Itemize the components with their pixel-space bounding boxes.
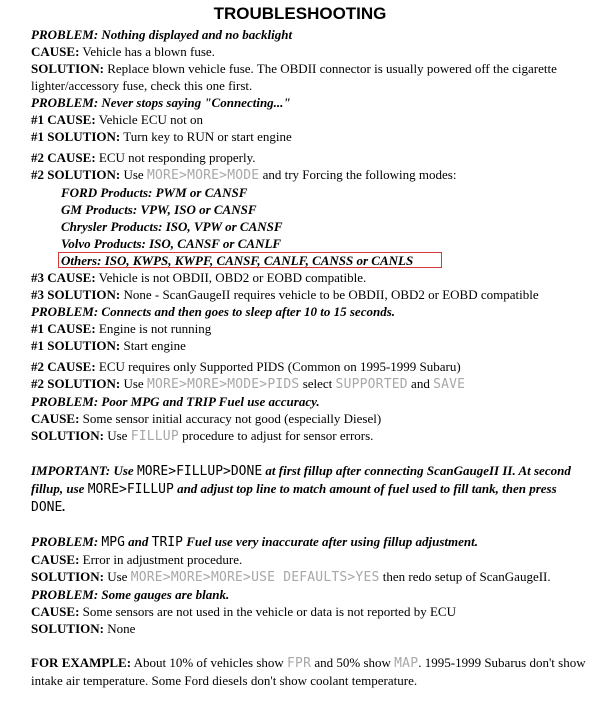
cause-line — [31, 603, 591, 620]
highlight-box — [58, 252, 442, 268]
lcd-command: FILLUP — [130, 429, 179, 444]
solution-text: and — [407, 376, 434, 391]
cause-text: ECU requires only Supported PIDS (Common on 1995-1999 Subaru) — [95, 359, 461, 374]
lcd-command: MORE>MORE>MODE — [146, 168, 260, 183]
solution-label: #1 SOLUTION: — [31, 129, 121, 144]
mode-item: GM Products: VPW, ISO or CANSF — [61, 202, 257, 217]
problem-text: Fuel use very inaccurate after using fillup adjustment. — [182, 534, 478, 549]
problem-label: PROBLEM: — [31, 95, 99, 110]
cause-label: #1 CAUSE: — [31, 321, 96, 336]
solution-text: None - ScanGaugeII requires vehicle to be OBDII, OBD2 or EOBD compatible — [120, 287, 539, 302]
solution-label: SOLUTION: — [31, 61, 104, 76]
example-text: . 1995-1999 Subarus don't show intake air temperature. Some Ford diesels don't show coolant temperature. — [31, 655, 586, 688]
cause-line — [31, 111, 591, 128]
example-text: and 50% show — [311, 655, 395, 670]
solution-text: None — [103, 621, 136, 636]
solution-text: Use — [120, 376, 147, 391]
cause-line — [31, 43, 591, 60]
cause-text: ECU not responding properly. — [95, 150, 256, 165]
cause-line — [31, 551, 591, 568]
mode-item: Volvo Products: ISO, CANSF or CANLF — [61, 236, 282, 251]
mode-item: Chrysler Products: ISO, VPW or CANSF — [61, 219, 283, 234]
problem-line — [31, 303, 591, 320]
solution-text: Replace blown vehicle fuse. The OBDII connector is usually powered off the cigarette lighter/accessory fuse, check this one first. — [31, 61, 557, 93]
lcd-command: MPG — [101, 535, 125, 550]
cause-label: #2 CAUSE: — [31, 359, 96, 374]
example-note — [31, 654, 591, 689]
cause-text: Error in adjustment procedure. — [79, 552, 243, 567]
solution-text: Use — [103, 428, 131, 443]
lcd-command: MORE>FILLUP — [87, 482, 174, 497]
cause-text: Vehicle ECU not on — [95, 112, 204, 127]
cause-label: #2 CAUSE: — [31, 150, 96, 165]
problem-line — [31, 26, 591, 43]
cause-text: Vehicle has a blown fuse. — [79, 44, 215, 59]
important-text: : Use — [105, 463, 137, 478]
solution-label: #2 SOLUTION: — [31, 376, 121, 391]
cause-label: #1 CAUSE: — [31, 112, 96, 127]
solution-line — [31, 128, 591, 145]
lcd-command: SUPPORTED — [335, 377, 408, 392]
solution-text: Turn key to RUN or start engine — [120, 129, 292, 144]
solution-line — [31, 375, 591, 393]
solution-text: Start engine — [120, 338, 186, 353]
troubleshooting-document — [31, 4, 591, 689]
problem-text: and — [124, 534, 152, 549]
solution-label: SOLUTION: — [31, 569, 104, 584]
cause-label: CAUSE: — [31, 604, 80, 619]
important-text: and adjust top line to match amount of fuel used to fill tank, then press — [173, 481, 557, 496]
cause-label: CAUSE: — [31, 411, 80, 426]
cause-line — [31, 269, 591, 286]
important-note — [31, 462, 591, 516]
solution-label: #2 SOLUTION: — [31, 167, 121, 182]
solution-text: Use — [103, 569, 131, 584]
important-text: at first fillup after connecting ScanGaugeII II. At second fillup, use — [31, 463, 571, 496]
cause-label: CAUSE: — [31, 552, 80, 567]
cause-line — [31, 410, 591, 427]
problem-text: Poor MPG and TRIP Fuel use accuracy. — [98, 394, 320, 409]
solution-label: #3 SOLUTION: — [31, 287, 121, 302]
solution-line — [31, 620, 591, 637]
important-label: IMPORTANT — [31, 463, 106, 478]
cause-text: Some sensor initial accuracy not good (especially Diesel) — [79, 411, 382, 426]
problem-text: Some gauges are blank. — [98, 587, 230, 602]
problem-text: Never stops saying "Connecting..." — [98, 95, 291, 110]
solution-text: Use — [120, 167, 147, 182]
solution-text: select — [299, 376, 336, 391]
solution-line — [31, 337, 591, 354]
example-label: FOR EXAMPLE: — [31, 655, 132, 670]
cause-label: CAUSE: — [31, 44, 80, 59]
solution-line — [31, 427, 591, 445]
lcd-command: DONE — [31, 500, 63, 515]
solution-line — [31, 166, 591, 184]
solution-line — [31, 60, 591, 94]
mode-item-highlighted — [31, 252, 591, 269]
problem-text: Connects and then goes to sleep after 10 to 15 seconds. — [98, 304, 396, 319]
cause-text: Some sensors are not used in the vehicle or data is not reported by ECU — [79, 604, 456, 619]
problem-line — [31, 94, 591, 111]
solution-text: and try Forcing the following modes: — [259, 167, 457, 182]
problem-text: Nothing displayed and no backlight — [98, 27, 293, 42]
lcd-command: SAVE — [433, 377, 466, 392]
lcd-command: MORE>FILLUP>DONE — [136, 464, 263, 479]
cause-label: #3 CAUSE: — [31, 270, 96, 285]
cause-text: Engine is not running — [95, 321, 212, 336]
solution-text: then redo setup of ScanGaugeII. — [379, 569, 551, 584]
cause-text: Vehicle is not OBDII, OBD2 or EOBD compatible. — [95, 270, 367, 285]
problem-label: PROBLEM: — [31, 587, 99, 602]
solution-label: SOLUTION: — [31, 428, 104, 443]
solution-label: #1 SOLUTION: — [31, 338, 121, 353]
lcd-command: MAP — [394, 656, 419, 671]
solution-line — [31, 286, 591, 303]
problem-label: PROBLEM: — [31, 304, 99, 319]
important-text: . — [62, 499, 66, 514]
problem-line — [31, 393, 591, 410]
lcd-command: MORE>MORE>MORE>USE DEFAULTS>YES — [130, 570, 380, 585]
lcd-command: MORE>MORE>MODE>PIDS — [146, 377, 300, 392]
problem-line — [31, 533, 591, 551]
cause-line — [31, 320, 591, 337]
solution-label: SOLUTION: — [31, 621, 104, 636]
problem-line — [31, 586, 591, 603]
problem-label: PROBLEM: — [31, 394, 99, 409]
problem-label: PROBLEM: — [31, 27, 99, 42]
mode-item-text: Others: ISO, KWPS, KWPF, CANSF, CANLF, CANSS or CANLS — [61, 253, 414, 268]
problem-label: PROBLEM: — [31, 534, 99, 549]
lcd-command: FPR — [287, 656, 312, 671]
example-text: About 10% of vehicles show — [131, 655, 288, 670]
cause-line — [31, 358, 591, 375]
lcd-command: TRIP — [151, 535, 183, 550]
mode-item: FORD Products: PWM or CANSF — [61, 185, 248, 200]
cause-line — [31, 149, 591, 166]
solution-text: procedure to adjust for sensor errors. — [178, 428, 374, 443]
page-title: TROUBLESHOOTING — [213, 4, 387, 23]
solution-line — [31, 568, 591, 586]
